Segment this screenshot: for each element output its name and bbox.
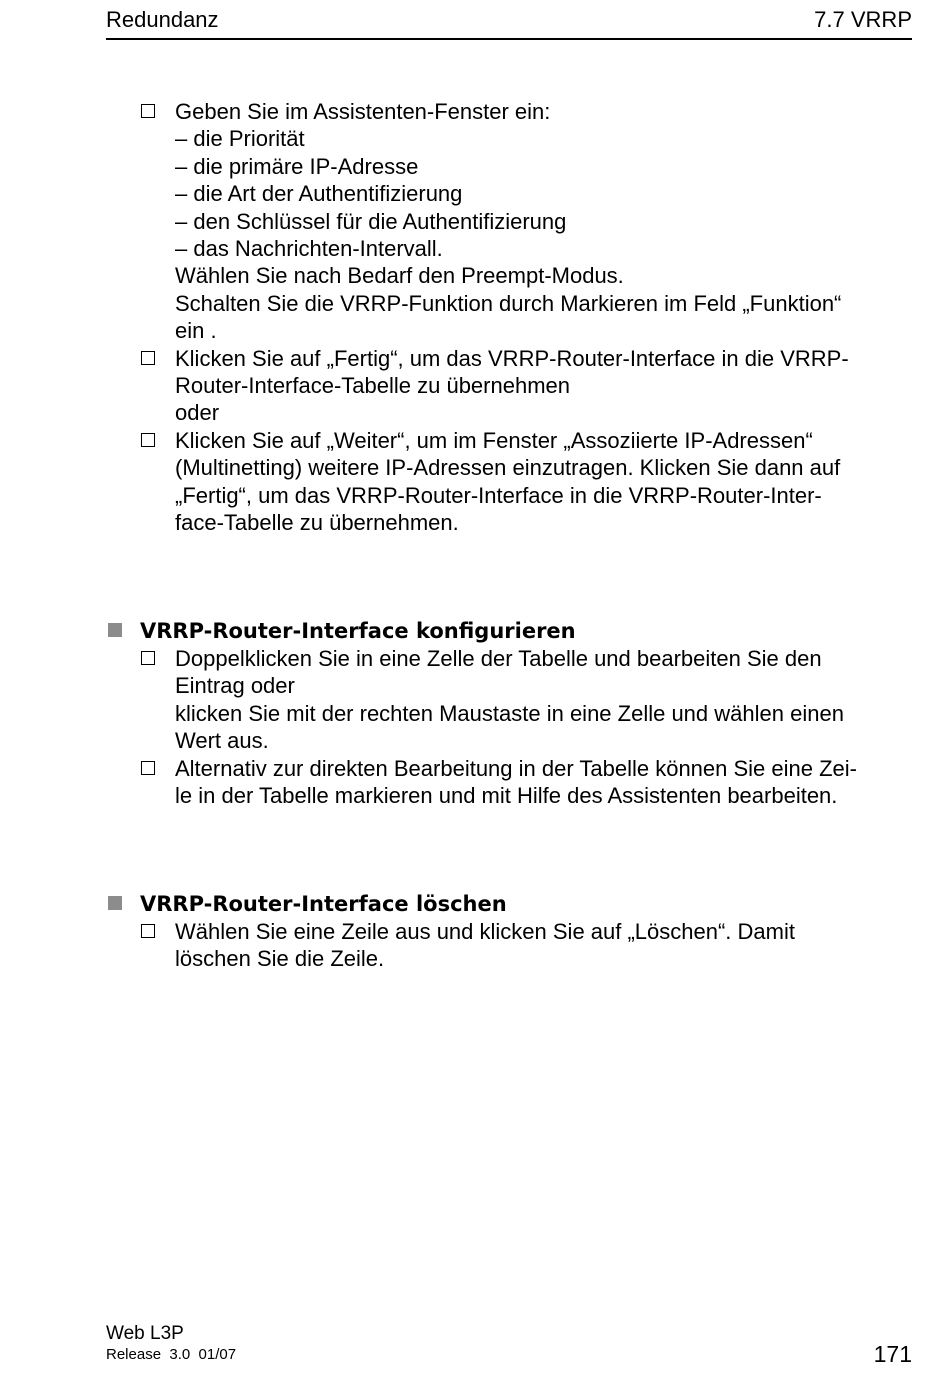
configure-steps bbox=[140, 645, 920, 809]
list-item: Klicken Sie auf „Fertig“, um das VRRP-Router-Interface in die VRRP- Router-Interface-Tabelle zu übernehmen oder bbox=[140, 345, 920, 427]
header-rule bbox=[106, 38, 912, 40]
list-item: Geben Sie im Assistenten-Fenster ein: – die Priorität – die primäre IP-Adresse – die Art der Authentifizierung – den Schlüssel für die Authentifizierung – das Nachrichten-Intervall. Wählen Sie nach Bedarf den Preempt-Modus. Schalten Sie die VRRP-Funktion durch Markieren im Feld „Funktion“ ein . bbox=[140, 98, 920, 345]
running-header-chapter: Redundanz bbox=[106, 7, 219, 32]
checkbox-bullet-icon bbox=[141, 104, 155, 118]
delete-steps bbox=[140, 918, 920, 973]
section-heading-configure: VRRP-Router-Interface konfigurieren bbox=[108, 617, 576, 645]
square-bullet-icon bbox=[108, 896, 122, 910]
checkbox-bullet-icon bbox=[141, 433, 155, 447]
checkbox-bullet-icon bbox=[141, 761, 155, 775]
list-item: Wählen Sie eine Zeile aus und klicken Sie auf „Löschen“. Damit löschen Sie die Zeile. bbox=[140, 918, 920, 973]
section-heading-delete: VRRP-Router-Interface löschen bbox=[108, 890, 507, 918]
checkbox-bullet-icon bbox=[141, 924, 155, 938]
intro-steps bbox=[140, 98, 920, 537]
checkbox-bullet-icon bbox=[141, 651, 155, 665]
footer-product: Web L3P bbox=[106, 1323, 184, 1344]
footer-release: Release 3.0 01/07 bbox=[106, 1346, 237, 1363]
page-number: 171 bbox=[873, 1341, 912, 1367]
running-header-section: 7.7 VRRP bbox=[814, 7, 912, 32]
list-item: Doppelklicken Sie in eine Zelle der Tabelle und bearbeiten Sie den Eintrag oder klicken Sie mit der rechten Maustaste in eine Zelle und wählen einen Wert aus. bbox=[140, 645, 920, 755]
list-item: Alternativ zur direkten Bearbeitung in der Tabelle können Sie eine Zei- le in der Tabelle markieren und mit Hilfe des Assistenten bearbeiten. bbox=[140, 755, 920, 810]
square-bullet-icon bbox=[108, 623, 122, 637]
list-item: Klicken Sie auf „Weiter“, um im Fenster „Assoziierte IP-Adressen“ (Multinetting) weitere IP-Adressen einzutragen. Klicken Sie dann auf „Fertig“, um das VRRP-Router-Interface in die VRRP-Router-Inter- face-Tabelle zu übernehmen. bbox=[140, 427, 920, 537]
checkbox-bullet-icon bbox=[141, 351, 155, 365]
